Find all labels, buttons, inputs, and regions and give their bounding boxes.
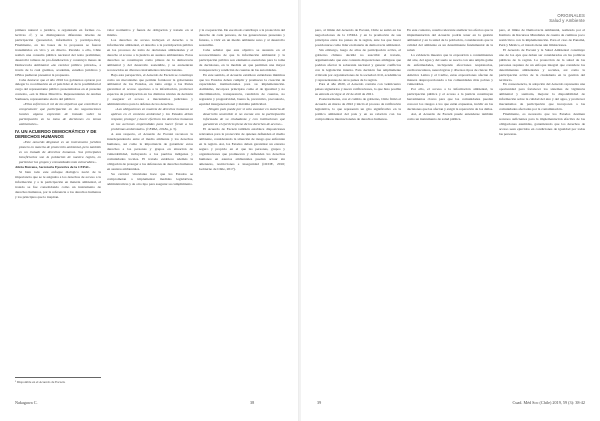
paragraph: Cabe destacar que el año 2016 los gobiernos optaron por delegar la coordinación en el país líder el de la posibilidad el cargo del representante público presentándose en el presente contexto, «en la Mesa Directiva. Representantes de Andrea Sanhueza, representante electa del público:: [15, 77, 101, 102]
journal-citation-folio: Cuad. Méd Soc (Chile) 2019, 59 (3): 38-42: [512, 400, 585, 405]
author-folio: Nakagawa C.: [15, 400, 38, 405]
block-quote: «Las obligaciones en materia de derechos humanos se aplican en el contexto ambiental y los Estados deben respetar, proteger y hacer efectivos los derechos humanos en las acciones emprendidas para hacer frente a los problemas ambientales» (CEPAL, 2018a, p. 5).: [111, 107, 193, 132]
paragraph: pero, al límite de Democracia Ambiental, realizado por el Instituto de Recursos Mundiales de cuenta de caminos poco restrictivos con la implementación. Para el caso de Panamá, Perú y México, el tratado tiene aún limitaciones.: [499, 28, 585, 47]
epigraph-quote: «Este Acuerdo Regional es un instrumento jurídico pionero en materia de protección ambiental, pero también es un tratado de derechos humanos. Sus principales beneficiarios son la población de nuestra región, en particular los grupos y comunidades más vulnerables».: [19, 140, 101, 165]
paragraph: El Acuerdo de Escazú también establece disposiciones relevantes para la protección de quienes defienden el medio ambiente, considerando la situación de riesgo que enfrentan en la región. Así, los Estados deben garantizar un entorno seguro y propicio en el que las personas, grupos y organizaciones que promueven y defienden los derechos humanos en asuntos ambientales puedan actuar sin amenazas, restricciones e inseguridad (OCDE, 2016; Gobierno de Chile, 2017).: [199, 127, 285, 171]
paragraph: En este contexto, resulta relevante analizar los efectos que la implementación del Acuerdo podría tener en la gestión ambiental y en la salud de la población, considerando que la calidad del ambiente es un determinante fundamental de la salud.: [407, 28, 493, 52]
left-column-2: [107, 28, 193, 187]
right-column-1: [315, 28, 401, 122]
paragraph: Finalmente, es necesario que los Estados destinen recursos suficientes para la implementación efectiva de las obligaciones asumidas, garantizando que los derechos de acceso sean ejercidos en condiciones de igualdad por todas las personas.: [499, 112, 585, 137]
paragraph: Así, el Acuerdo de Escazú puede entenderse también como un instrumento de salud pública.: [407, 112, 493, 122]
paragraph: La evidencia muestra que la exposición a contaminantes del aire, del agua y del suelo se asocia con una amplia gama de enfermedades, incluyendo afecciones respiratorias, cardiovasculares, neurológicas y diversos tipos de cáncer. En América Latina y el Caribe, estas exposiciones afectan de manera desproporcionada a las comunidades más pobres y vulnerables.: [407, 52, 493, 87]
paragraph: Por ello, el acceso a la información ambiental, la participación pública y el acceso a la justicia constituyen herramientas claves para que las comunidades puedan conocer los riesgos a los que están expuestas, incidir en las decisiones que las afectan y exigir la reparación de los daños.: [407, 87, 493, 112]
paragraph: Bajo esta perspectiva, el Acuerdo de Escazú se constituye como un mecanismo que permite fortalecer la gobernanza ambiental de los Estados, en tanto exige a las Partes garantizar el acceso oportuno a la información, promover espacios de participación en los distintos niveles de decisión y asegurar el acceso a mecanismos judiciales y administrativos para la defensa de los derechos.: [107, 72, 193, 107]
paragraph: valor normativo y fuerza de obligación y tratado en sí mismo.: [107, 28, 193, 37]
attribution-text: Alicia Bárcena, Secretaria Ejecutiva de la CEPAL.: [15, 165, 91, 170]
right-page: [301, 0, 600, 421]
footnote: ¹ Disponible en el Acuerdo de Escazú.: [15, 377, 101, 384]
section-heading: IV. UN ACUERDO DEMOCRÁTICO Y DE DERECHOS HUMANOS: [15, 128, 97, 139]
left-column-1: [15, 28, 101, 200]
paragraph: En consecuencia, la adopción del Acuerdo representa una oportunidad para fortalecer los sistemas de vigilancia ambiental y sanitaria, mejorar la disponibilidad de información sobre la calidad del aire y del agua, y promover mecanismos de participación que incorporen a las comunidades afectadas por la contaminación.: [499, 82, 585, 112]
paragraph: Sin embargo, luego de años de participación activa, el gobierno chileno decidió no suscribir el tratado, argumentando que este contenía disposiciones ambiguas que podrían afectar la soberanía nacional y generar conflictos con la legislación interna. Esta decisión fue ampliamente criticada por organizaciones de la sociedad civil, académicos y representantes de otros países de la región.: [315, 47, 401, 82]
paragraph: Su carácter vinculante hace que los Estados se comprometan a implementar medidas legislativas, administrativas y de otro tipo para asegurar su cumplimiento.: [107, 171, 193, 186]
paragraph: Para el año 2020, el Acuerdo contaba con veinticuatro países signatarios y nueve ratificaciones, lo que hizo posible su entrada en vigor el 22 de abril de 2021.: [315, 82, 401, 97]
paragraph: Posteriormente, con el cambio de gobierno, Chile firmó el Acuerdo en marzo de 2022 y inició el proceso de ratificación legislativa, lo que representó un giro significativo en la política ambiental del país y en su relación con los compromisos internacionales de derechos humanos.: [315, 97, 401, 122]
right-column-2: [407, 28, 493, 122]
paragraph: En este sentido, el Acuerdo establece estándares mínimos que los Estados deben cumplir y promueve la creación de capacidades institucionales para su implementación. Asimismo, incorpora principios como el de igualdad y no discriminación, transparencia, rendición de cuentas, no regresión y progresividad, buena fe, preventivo, precautorio, equidad intergeneracional y máxima publicidad.: [199, 72, 285, 107]
paragraph: pero, al límite del Acuerdo de Escazú, Chile se sumó en las negociaciones de la CEPAL y en la promoción de sus principios entre los países de la región, ante los que buscó posicionarse como líder en materia de democracia ambiental.: [315, 28, 401, 47]
journal-section-label: Salud y Ambiente: [549, 18, 585, 23]
paragraph: Los derechos de acceso incluyen el derecho a la información ambiental, el derecho a la participación pública en los procesos de toma de decisiones ambientales y el derecho al acceso a la justicia en asuntos ambientales. Estos derechos se constituyen como pilares de la democracia ambiental y del desarrollo sostenible, y se encuentran reconocidos en diversos instrumentos internacionales.: [107, 37, 193, 72]
paragraph: y la cooperación. De ese modo contribuye a la protección del derecho de cada persona, de las generaciones presentes y futuras, a vivir en un medio ambiente sano y al desarrollo sostenible.: [199, 28, 285, 47]
paragraph: Si bien todo este enfoque dialógico nació de la importancia que se le asignaba a los derechos de acceso a la información y a la participación en materia ambiental, el tratado se fue consolidando como un instrumento de derechos humanos, por la referencia a los derechos humanos y los principios que lo inspiran.: [15, 170, 101, 199]
block-quote: «Ellos sufrieron el rol de los objetivos que contribuir a comprometer que participación en las negociaciones locales alguna expresión de tratado sobre la participación en la toma de decisiones en temas ambientales».: [19, 102, 101, 127]
right-column-3: [499, 28, 585, 137]
paragraph: A este respecto, el Acuerdo de Escazú reconoce la interdependencia entre el medio ambiente y los derechos humanos, así como la importancia de garantizar estos derechos a las personas y grupos en situación de vulnerabilidad, incluyendo a los pueblos indígenas y comunidades locales. El tratado establece además la obligación de proteger a los defensores de derechos humanos en asuntos ambientales.: [107, 132, 193, 171]
paragraph: El Acuerdo de Escazú y la Salud Ambiental constituye uno de los ejes que deben ser considerados en las políticas públicas de la región. La protección de la salud de las personas requiere de un enfoque integral que considere los determinantes ambientales y sociales, así como la participación activa de la ciudadanía en la gestión del territorio.: [499, 47, 585, 82]
running-head: [549, 13, 585, 23]
block-quote: «Ningún país puede por sí solo avanzar en materia de desarrollo sostenible si no cuenta con la participación informada de su ciudadanía y con instituciones que garanticen el ejercicio pleno de los derechos de acceso».: [203, 107, 285, 127]
paragraph: Cabe señalar que este objetivo se sustenta en el reconocimiento de que la información ambiental y la participación pública son elementos esenciales para la toma de decisiones, en la medida en que permiten una mayor transparencia y rendición de cuentas de las autoridades.: [199, 47, 285, 72]
left-page: [0, 0, 299, 421]
section-label: ORIGINALES: [557, 13, 585, 18]
paragraph: primera natural o jurídica, u organizada en formas co-lectivas o¹, y se distinguieron diferentes niveles de participación (presencial, informativa y participa-tiva). Finalmente, en las bases de la propuesta se fueron transmitidos en vivo y en directo. Paralelo a ello, Chile realizó una consulta pública nacional del texto preliminar, desarrolló talleres de pro-fundización y construyó mesas de Democracia Ambiental «de carácter público privado», a través de la cual gremios, academia, estudios jurídicos y ONGs pudieron presentar la propuesta.: [15, 28, 101, 77]
page-number: 39: [317, 400, 322, 405]
left-column-3: [199, 28, 285, 172]
page-number: 38: [250, 400, 255, 405]
